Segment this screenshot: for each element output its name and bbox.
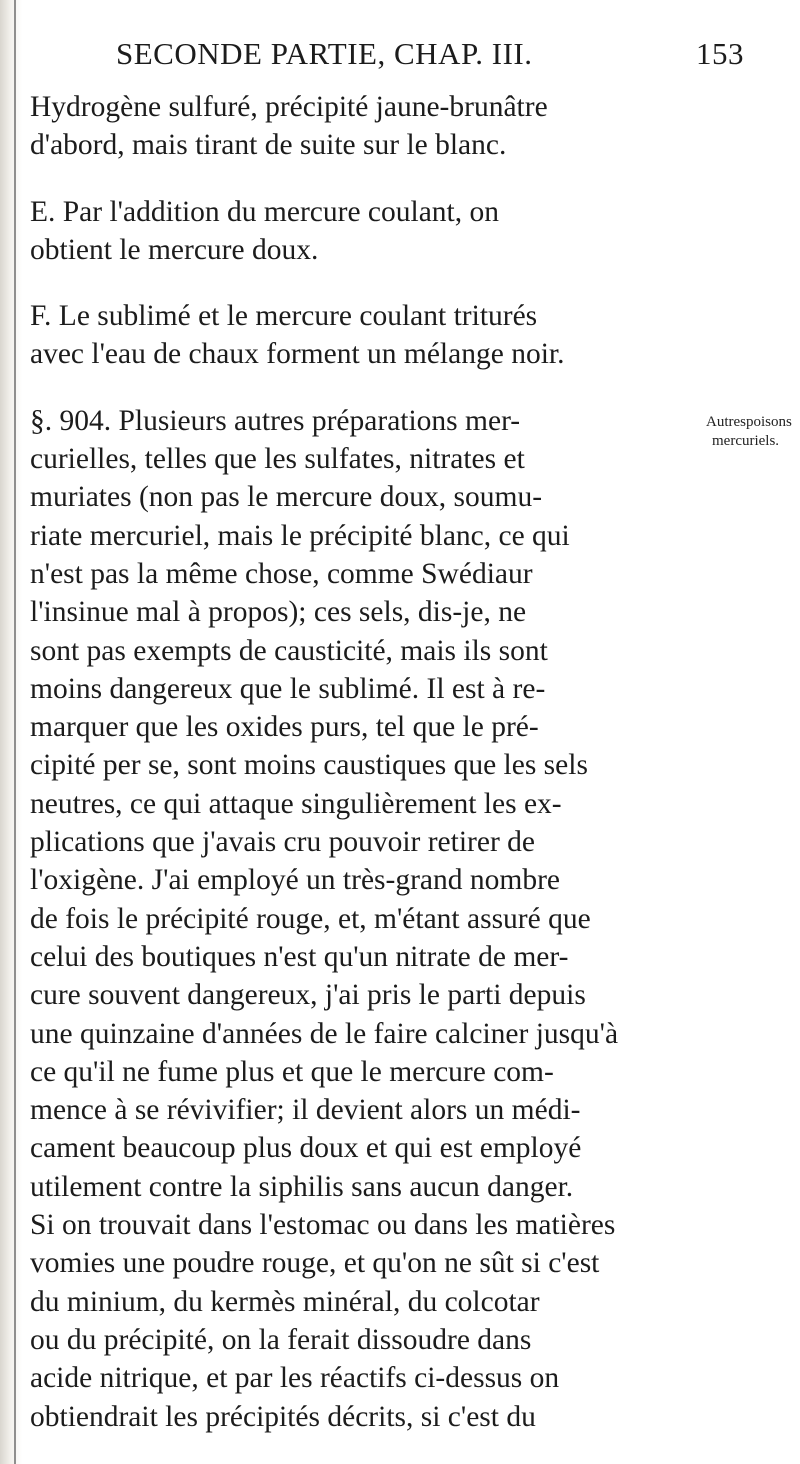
text-line: muriates (non pas le mercure doux, soumu- — [30, 481, 543, 514]
text-line: obtiendrait les précipités décrits, si c'est du — [30, 1400, 536, 1433]
text-line: une quinzaine d'années de le faire calciner jusqu'à — [30, 1017, 619, 1050]
text-line: marquer que les oxides purs, tel que le pré- — [30, 711, 539, 744]
text-line: cament beaucoup plus doux et qui est employé — [30, 1132, 582, 1165]
margin-note — [706, 413, 798, 451]
text-line: cure souvent dangereux, j'ai pris le parti depuis — [30, 979, 586, 1012]
text-line: moins dangereux que le sublimé. Il est à re- — [30, 672, 546, 705]
text-line: curielles, telles que les sulfates, nitrates et — [30, 443, 525, 476]
text-line: l'oxigène. J'ai employé un très-grand nombre — [30, 864, 561, 897]
text-line: neutres, ce qui attaque singulièrement les ex- — [30, 787, 562, 820]
text-line: cipité per se, sont moins caustiques que les sels — [30, 749, 588, 782]
text-line: avec l'eau de chaux forment un mélange noir. — [30, 338, 565, 371]
text-line: F. Le sublimé et le mercure coulant triturés — [30, 300, 538, 333]
text-line: du minium, du kermès minéral, du colcotar — [30, 1285, 540, 1318]
text-line: riate mercuriel, mais le précipité blanc, ce qui — [30, 519, 570, 552]
text-line: §. 904. Plusieurs autres préparations mer- — [30, 404, 521, 437]
text-line: vomies une poudre rouge, et qu'on ne sût si c'est — [30, 1247, 600, 1280]
gutter-edge-line — [14, 0, 16, 1464]
text-line: l'insinue mal à propos); ces sels, dis-je, ne — [30, 596, 527, 629]
body-text — [30, 88, 690, 1436]
text-line: Hydrogène sulfuré, précipité jaune-brunâtre — [30, 91, 548, 123]
text-line: utilement contre la siphilis sans aucun danger. — [30, 1170, 574, 1203]
book-gutter — [0, 0, 22, 1464]
text-line: obtient le mercure doux. — [30, 233, 319, 266]
header-title: SECONDE PARTIE, CHAP. III. — [116, 36, 533, 71]
page-number: 153 — [696, 36, 744, 71]
text-line: plications que j'avais cru pouvoir retirer de — [30, 826, 536, 859]
text-line: d'abord, mais tirant de suite sur le blanc. — [30, 129, 507, 162]
text-line: sont pas exempts de causticité, mais ils sont — [30, 634, 548, 667]
text-line: E. Par l'addition du mercure coulant, on — [30, 195, 499, 228]
text-line: Si on trouvait dans l'estomac ou dans les matières — [30, 1209, 616, 1242]
margin-note-line: Autrespoisons — [706, 414, 792, 430]
margin-note-line: mercuriels. — [712, 433, 780, 449]
text-line: de fois le précipité rouge, et, m'étant assuré que — [30, 902, 591, 935]
text-line: acide nitrique, et par les réactifs ci-dessus on — [30, 1362, 560, 1395]
text-line: mence à se révivifier; il devient alors un médi- — [30, 1094, 581, 1127]
text-line: ce qu'il ne fume plus et que le mercure com- — [30, 1055, 554, 1088]
text-line: ou du précipité, on la ferait dissoudre dans — [30, 1323, 532, 1356]
text-line: celui des boutiques n'est qu'un nitrate de mer- — [30, 940, 569, 973]
text-line: n'est pas la même chose, comme Swédiaur — [30, 557, 533, 590]
